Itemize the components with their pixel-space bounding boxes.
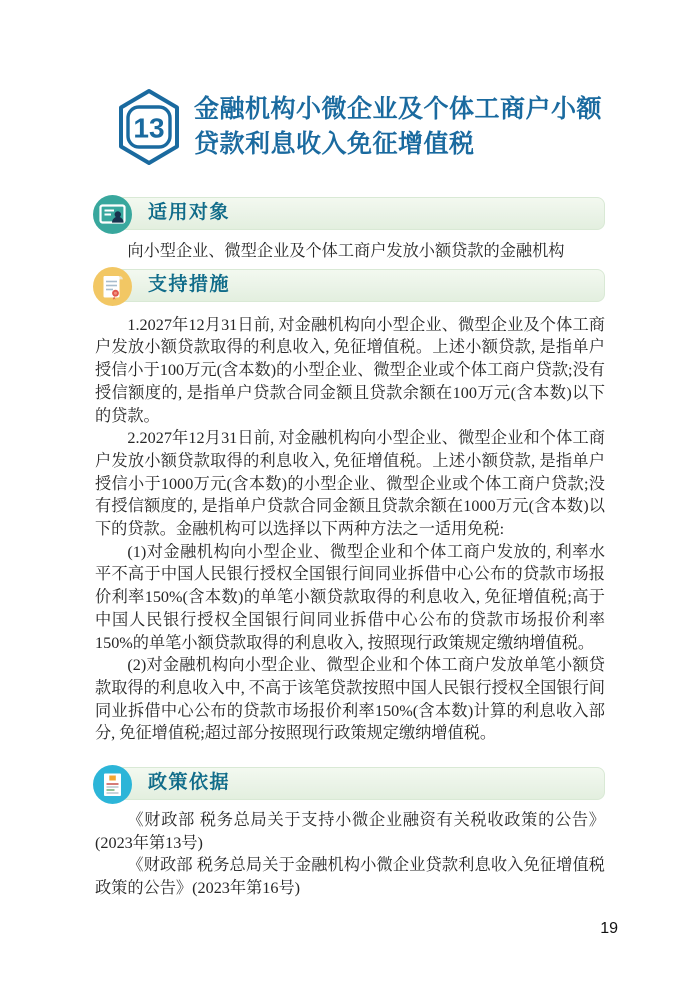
document-icon [92,764,133,805]
page-number: 19 [600,920,618,937]
page-title-line1: 金融机构小微企业及个体工商户小额 [194,96,603,123]
applicable-body-text: 向小型企业、微型企业及个体工商户发放小额贷款的金融机构 [127,242,565,260]
measures-paragraph-1: 1.2027年12月31日前, 对金融机构向小型企业、微型企业及个体工商户发放小额贷款取得的利息收入, 免征增值税。上述小额贷款, 是指单户授信小于100万元(含本数)的小型企业、微型企业或个体工商户贷款;没有授信额度的, 是指单户贷款合同金额且贷款余额在100万元(含本数)以下的贷款。 [95,315,605,425]
section-applicable [95,197,605,263]
section-measures [95,269,605,745]
policy-number-badge [117,88,181,166]
section-title-measures: 支持措施 [148,273,231,295]
section-header-bar-measures [100,269,605,302]
policy-header [117,88,605,166]
measures-body [95,314,605,745]
measures-paragraph-2: 2.2027年12月31日前, 对金融机构向小型企业、微型企业和个体工商户发放小额贷款取得的利息收入, 免征增值税。上述小额贷款, 是指单户授信小于1000万元(含本数)的小型企业、微型企业或个体工商户贷款;没有授信额度的, 是指单户贷款合同金额且贷款余额在1000万元(含本数)以下的贷款。金融机构可以选择以下两种方法之一适用免税: [95,429,605,539]
id-card-icon [92,194,133,235]
section-policy [95,767,605,900]
page-title-line2: 贷款利息收入免征增值税 [194,131,475,158]
section-header-bar-applicable [100,197,605,230]
hexagon-badge-icon [117,88,181,166]
section-header-bar-policy [100,767,605,800]
page-title [194,92,602,162]
policy-item-2: 《财政部 税务总局关于金融机构小微企业贷款利息收入免征增值税政策的公告》(2023年第16号) [95,856,605,898]
policy-item-1: 《财政部 税务总局关于支持小微企业融资有关税收政策的公告》(2023年第13号) [95,811,605,852]
section-title-policy: 政策依据 [148,772,231,794]
measures-paragraph-3: (1)对金融机构向小型企业、微型企业和个体工商户发放的, 利率水平不高于中国人民银行授权全国银行间同业拆借中心公布的贷款市场报价利率150%(含本数)的单笔小额贷款取得的利息收入, 免征增值税;高于中国人民银行授权全国银行间同业拆借中心公布的贷款市场报价利率150%的单笔小额贷款取得的利息收入, 按照现行政策规定缴纳增值税。 [95,542,605,652]
policy-body [95,809,605,900]
section-title-applicable: 适用对象 [148,202,231,223]
applicable-body [95,240,605,263]
badge-number: 13 [133,112,165,144]
certificate-icon [92,266,133,307]
measures-paragraph-4: (2)对金融机构向小型企业、微型企业和个体工商户发放单笔小额贷款取得的利息收入中, 不高于该笔贷款按照中国人民银行授权全国银行间同业拆借中心公布的贷款市场报价利率150%(含本数)计算的利息收入部分, 免征增值税;超过部分按照现行政策规定缴纳增值税。 [95,656,605,743]
